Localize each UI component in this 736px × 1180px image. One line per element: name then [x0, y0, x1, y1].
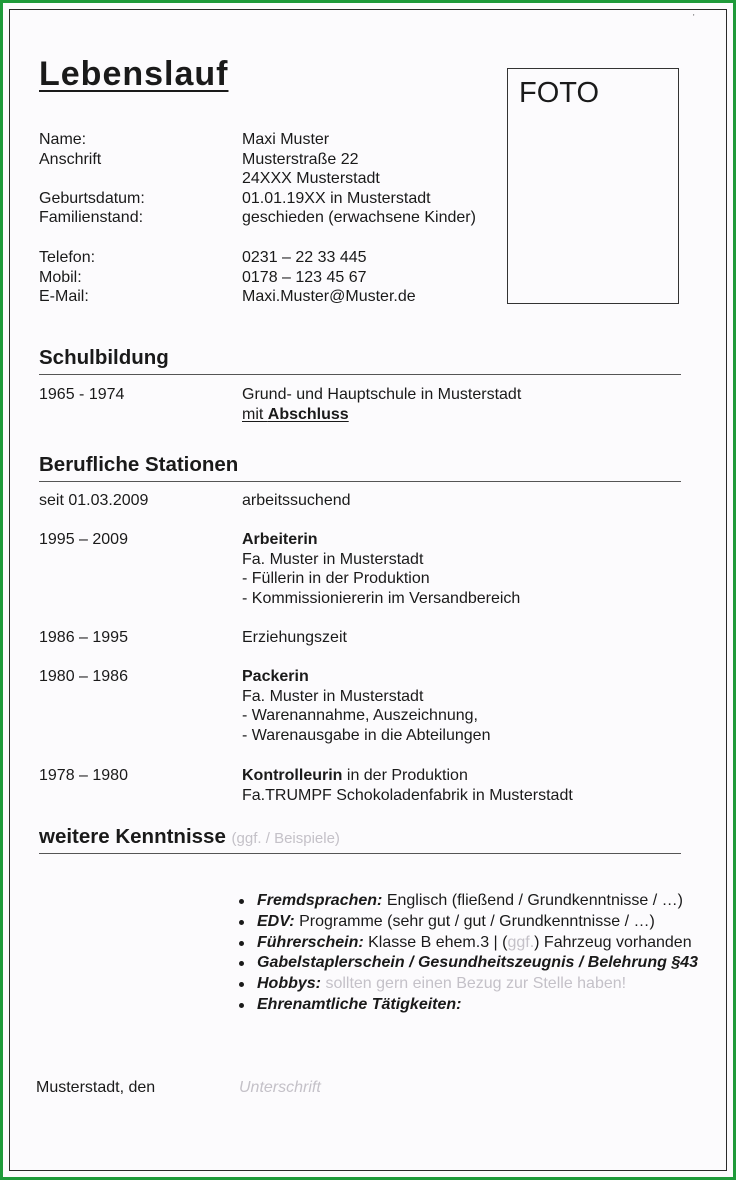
career-entry	[242, 667, 490, 745]
career-period: 1995 – 2009	[39, 531, 128, 548]
value-email: Maxi.Muster@Muster.de	[242, 288, 416, 305]
photo-placeholder	[507, 68, 679, 304]
value-city: 24XXX Musterstadt	[242, 170, 380, 187]
signature-placeholder: Unterschrift	[239, 1079, 321, 1096]
career-period: 1978 – 1980	[39, 767, 128, 784]
career-job-title: Kontrolleurin in der Produktion	[242, 767, 468, 784]
value-mobile: 0178 – 123 45 67	[242, 268, 367, 286]
career-line: - Kommissioniererin im Versandbereich	[242, 589, 521, 607]
photo-label: FOTO	[519, 77, 600, 109]
career-line: Fa. Muster in Musterstadt	[242, 687, 424, 705]
label-birthdate: Geburtsdatum:	[39, 189, 145, 207]
skill-item: Ehrenamtliche Tätigkeiten:	[239, 995, 698, 1016]
skill-item: Fremdsprachen: Englisch (fließend / Grundkenntnisse / …)	[239, 891, 698, 912]
career-entry	[242, 766, 573, 805]
career-line: - Füllerin in der Produktion	[242, 570, 430, 587]
section-heading-career: Berufliche Stationen	[39, 453, 239, 476]
school-line: Grund- und Hauptschule in Musterstadt	[242, 386, 522, 403]
career-entry: Erziehungszeit	[242, 629, 347, 646]
section-rule-career	[39, 481, 681, 482]
label-address-2	[39, 169, 145, 189]
skill-item: EDV: Programme (sehr gut / gut / Grundkenntnisse / …)	[239, 912, 698, 933]
value-name: Maxi Muster	[242, 131, 330, 148]
value-family-status: geschieden (erwachsene Kinder)	[242, 209, 476, 226]
label-mobile: Mobil:	[39, 268, 82, 286]
place-date: Musterstadt, den	[36, 1079, 156, 1096]
career-period: 1986 – 1995	[39, 629, 128, 646]
career-line: - Warenannahme, Auszeichnung,	[242, 707, 478, 724]
page-title: Lebenslauf	[39, 55, 229, 93]
contact-values	[242, 248, 416, 307]
skill-item: Führerschein: Klasse B ehem.3 | (ggf.) Fahrzeug vorhanden	[239, 933, 698, 954]
career-period: 1980 – 1986	[39, 668, 128, 685]
label-address: Anschrift	[39, 150, 102, 168]
section-heading-skills: weitere Kenntnisse (ggf. / Beispiele)	[39, 825, 340, 848]
value-street: Musterstraße 22	[242, 150, 359, 168]
value-birthdate: 01.01.19XX in Musterstadt	[242, 189, 431, 207]
personal-labels	[39, 130, 145, 228]
skill-item: Gabelstaplerschein / Gesundheitszeugnis / Belehrung §43	[239, 953, 698, 974]
label-email: E-Mail:	[39, 288, 89, 305]
school-details	[242, 385, 521, 424]
school-period: 1965 - 1974	[39, 386, 125, 403]
value-phone: 0231 – 22 33 445	[242, 249, 367, 266]
career-entry: arbeitssuchend	[242, 492, 351, 509]
personal-values	[242, 130, 476, 228]
career-job-title: Arbeiterin	[242, 531, 318, 548]
career-line: - Warenausgabe in die Abteilungen	[242, 726, 491, 744]
label-name: Name:	[39, 131, 87, 148]
career-line: Fa.TRUMPF Schokoladenfabrik in Musterstadt	[242, 786, 573, 804]
skills-heading-note: (ggf. / Beispiele)	[231, 830, 340, 847]
label-family-status: Familienstand:	[39, 209, 144, 226]
section-heading-school: Schulbildung	[39, 346, 169, 369]
career-line: Fa. Muster in Musterstadt	[242, 550, 424, 568]
corner-mark: '	[693, 13, 695, 22]
section-rule-school	[39, 374, 681, 375]
skill-item: Hobbys: sollten gern einen Bezug zur Stelle haben!	[239, 974, 698, 995]
skills-list	[239, 891, 698, 1016]
label-phone: Telefon:	[39, 249, 96, 266]
contact-labels	[39, 248, 95, 307]
career-period: seit 01.03.2009	[39, 492, 149, 509]
career-entry	[242, 530, 520, 608]
career-job-title: Packerin	[242, 668, 309, 685]
school-degree: mit Abschluss	[242, 405, 349, 423]
section-rule-skills	[39, 853, 681, 854]
